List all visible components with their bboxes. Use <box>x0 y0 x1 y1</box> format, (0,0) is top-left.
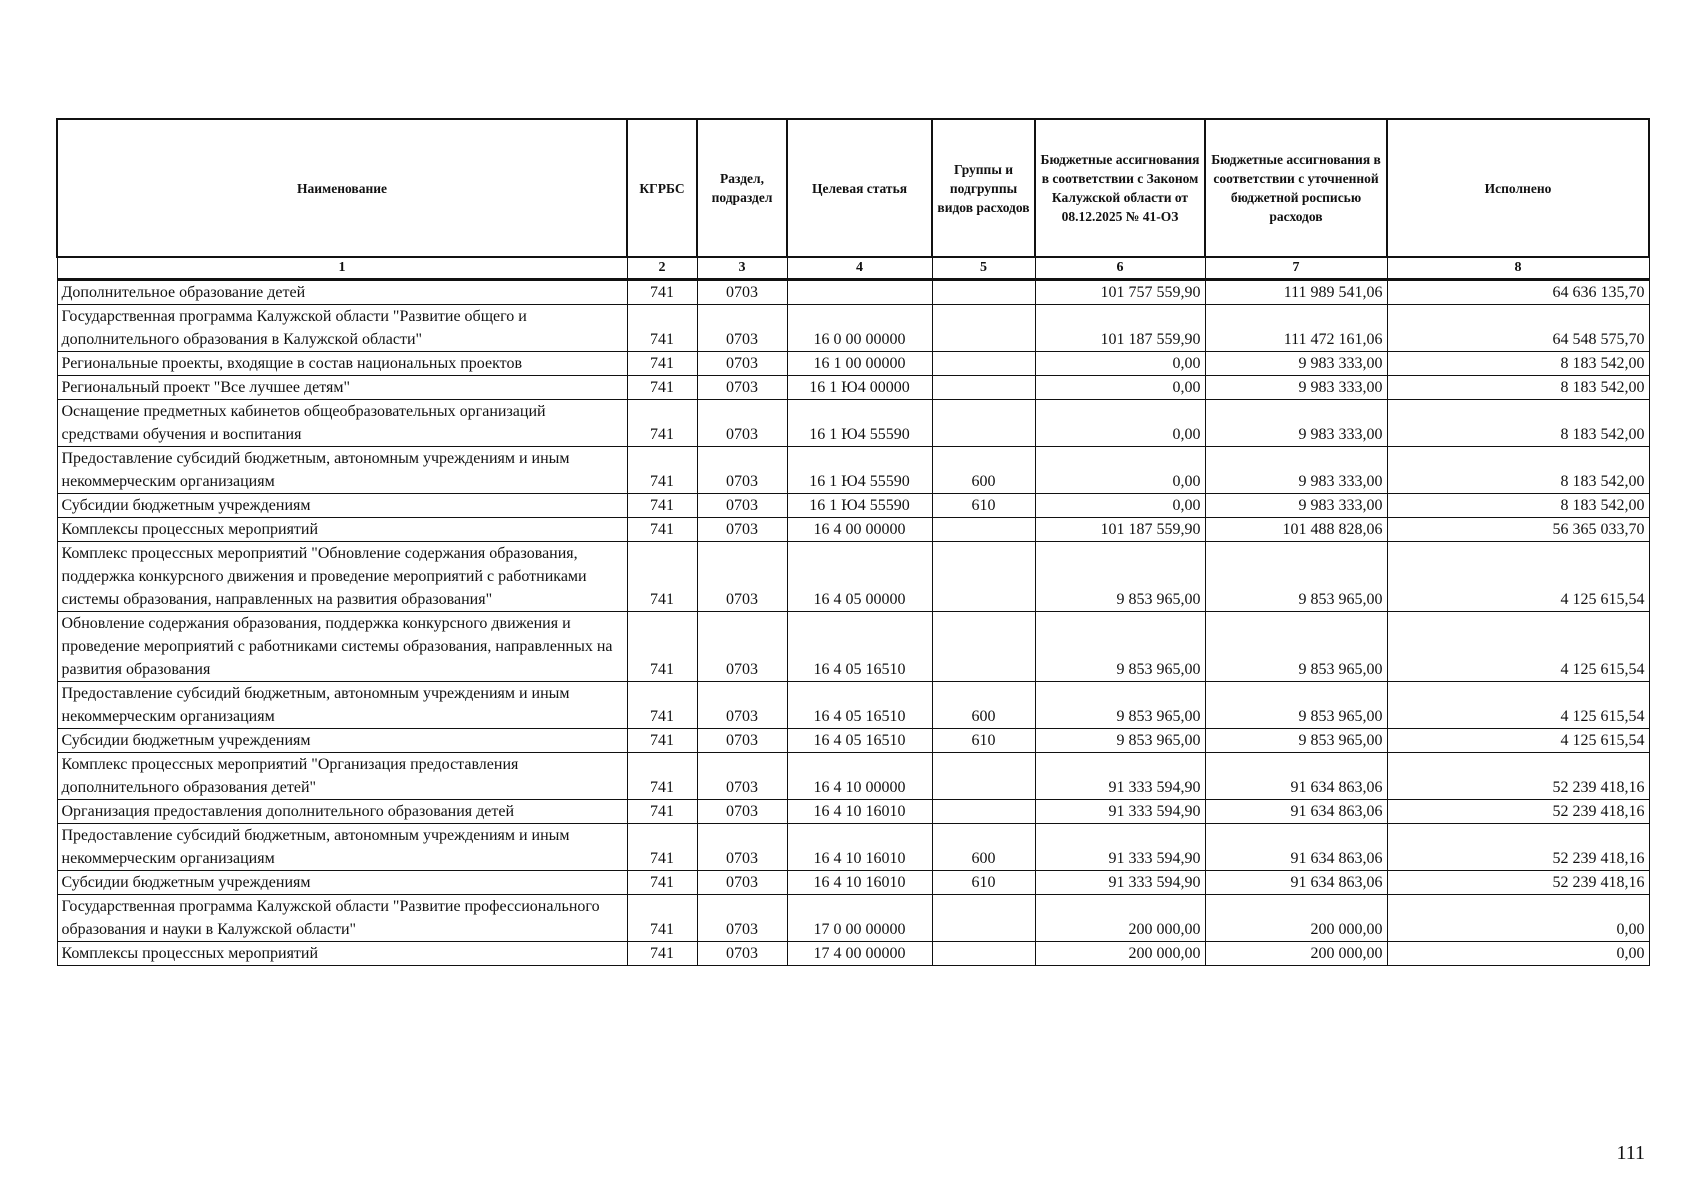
row-name: Обновление содержания образования, поддержка конкурсного движения и проведение мероприятий с работниками системы образования, направленных на развития образования <box>57 612 627 682</box>
column-number-row <box>57 257 1649 280</box>
row-article: 16 4 10 16010 <box>787 800 932 824</box>
row-section: 0703 <box>697 612 787 682</box>
row-section: 0703 <box>697 729 787 753</box>
row-law-amount: 0,00 <box>1035 447 1205 494</box>
row-done-amount: 8 183 542,00 <box>1387 494 1649 518</box>
column-number: 2 <box>627 257 697 280</box>
table-row <box>57 942 1649 966</box>
table-row <box>57 612 1649 682</box>
row-article: 16 0 00 00000 <box>787 305 932 352</box>
row-name: Региональный проект "Все лучшее детям" <box>57 376 627 400</box>
row-law-amount: 200 000,00 <box>1035 895 1205 942</box>
row-refined-amount: 111 472 161,06 <box>1205 305 1387 352</box>
row-kgrbs: 741 <box>627 447 697 494</box>
table-row <box>57 376 1649 400</box>
row-law-amount: 0,00 <box>1035 352 1205 376</box>
row-done-amount: 8 183 542,00 <box>1387 400 1649 447</box>
row-group: 600 <box>932 824 1035 871</box>
column-number: 7 <box>1205 257 1387 280</box>
row-refined-amount: 9 853 965,00 <box>1205 612 1387 682</box>
row-section: 0703 <box>697 305 787 352</box>
row-group <box>932 800 1035 824</box>
header-refined: Бюджетные ассигнования в соответствии с уточненной бюджетной росписью расходов <box>1205 119 1387 257</box>
row-article: 16 1 Ю4 55590 <box>787 494 932 518</box>
row-refined-amount: 91 634 863,06 <box>1205 824 1387 871</box>
table-row <box>57 682 1649 729</box>
row-refined-amount: 9 853 965,00 <box>1205 542 1387 612</box>
table-row <box>57 305 1649 352</box>
table-row <box>57 729 1649 753</box>
row-name: Предоставление субсидий бюджетным, автономным учреждениям и иным некоммерческим организациям <box>57 682 627 729</box>
row-law-amount: 91 333 594,90 <box>1035 753 1205 800</box>
row-group <box>932 376 1035 400</box>
row-done-amount: 4 125 615,54 <box>1387 682 1649 729</box>
row-article: 16 1 Ю4 55590 <box>787 400 932 447</box>
row-kgrbs: 741 <box>627 518 697 542</box>
row-refined-amount: 91 634 863,06 <box>1205 753 1387 800</box>
row-article: 16 1 00 00000 <box>787 352 932 376</box>
row-law-amount: 9 853 965,00 <box>1035 612 1205 682</box>
header-law: Бюджетные ассигнования в соответствии с Законом Калужской области от 08.12.2025 № 41-ОЗ <box>1035 119 1205 257</box>
row-done-amount: 0,00 <box>1387 942 1649 966</box>
table-header <box>57 119 1649 280</box>
header-done: Исполнено <box>1387 119 1649 257</box>
row-section: 0703 <box>697 280 787 305</box>
table-row <box>57 800 1649 824</box>
row-law-amount: 101 187 559,90 <box>1035 305 1205 352</box>
row-law-amount: 200 000,00 <box>1035 942 1205 966</box>
row-article: 17 4 00 00000 <box>787 942 932 966</box>
row-kgrbs: 741 <box>627 376 697 400</box>
row-group: 610 <box>932 494 1035 518</box>
row-done-amount: 52 239 418,16 <box>1387 800 1649 824</box>
row-done-amount: 0,00 <box>1387 895 1649 942</box>
row-section: 0703 <box>697 542 787 612</box>
row-kgrbs: 741 <box>627 753 697 800</box>
row-law-amount: 91 333 594,90 <box>1035 824 1205 871</box>
row-section: 0703 <box>697 352 787 376</box>
row-name: Организация предоставления дополнительного образования детей <box>57 800 627 824</box>
row-section: 0703 <box>697 494 787 518</box>
header-kgrbs: КГРБС <box>627 119 697 257</box>
page-number: 111 <box>1616 1142 1645 1164</box>
row-done-amount: 8 183 542,00 <box>1387 352 1649 376</box>
row-section: 0703 <box>697 871 787 895</box>
row-group <box>932 518 1035 542</box>
header-article: Целевая статья <box>787 119 932 257</box>
table-row <box>57 542 1649 612</box>
row-group <box>932 753 1035 800</box>
row-name: Оснащение предметных кабинетов общеобразовательных организаций средствами обучения и воспитания <box>57 400 627 447</box>
row-section: 0703 <box>697 824 787 871</box>
row-kgrbs: 741 <box>627 612 697 682</box>
row-name: Комплексы процессных мероприятий <box>57 942 627 966</box>
row-article: 16 1 Ю4 00000 <box>787 376 932 400</box>
row-group <box>932 352 1035 376</box>
row-refined-amount: 9 983 333,00 <box>1205 447 1387 494</box>
table-row <box>57 518 1649 542</box>
row-group <box>932 280 1035 305</box>
row-done-amount: 52 239 418,16 <box>1387 871 1649 895</box>
row-name: Государственная программа Калужской области "Развитие общего и дополнительного образования в Калужской области" <box>57 305 627 352</box>
row-name: Комплекс процессных мероприятий "Обновление содержания образования, поддержка конкурсного движения и проведение мероприятий с работниками системы образования, направленных на развития образования" <box>57 542 627 612</box>
row-refined-amount: 9 853 965,00 <box>1205 682 1387 729</box>
row-section: 0703 <box>697 447 787 494</box>
table-row <box>57 753 1649 800</box>
row-law-amount: 91 333 594,90 <box>1035 871 1205 895</box>
row-article: 16 4 05 16510 <box>787 682 932 729</box>
row-done-amount: 52 239 418,16 <box>1387 824 1649 871</box>
row-article: 16 1 Ю4 55590 <box>787 447 932 494</box>
row-done-amount: 8 183 542,00 <box>1387 447 1649 494</box>
row-group: 610 <box>932 871 1035 895</box>
row-section: 0703 <box>697 753 787 800</box>
header-group: Группы и подгруппы видов расходов <box>932 119 1035 257</box>
row-name: Дополнительное образование детей <box>57 280 627 305</box>
budget-table <box>56 118 1650 966</box>
row-law-amount: 91 333 594,90 <box>1035 800 1205 824</box>
row-law-amount: 0,00 <box>1035 376 1205 400</box>
row-refined-amount: 111 989 541,06 <box>1205 280 1387 305</box>
row-article: 17 0 00 00000 <box>787 895 932 942</box>
row-name: Субсидии бюджетным учреждениям <box>57 871 627 895</box>
column-number: 8 <box>1387 257 1649 280</box>
row-group <box>932 305 1035 352</box>
row-kgrbs: 741 <box>627 800 697 824</box>
row-group <box>932 895 1035 942</box>
row-refined-amount: 91 634 863,06 <box>1205 800 1387 824</box>
row-section: 0703 <box>697 682 787 729</box>
row-kgrbs: 741 <box>627 280 697 305</box>
row-law-amount: 0,00 <box>1035 400 1205 447</box>
table-row <box>57 447 1649 494</box>
table-row <box>57 871 1649 895</box>
row-group: 600 <box>932 682 1035 729</box>
row-group <box>932 612 1035 682</box>
column-number: 6 <box>1035 257 1205 280</box>
row-refined-amount: 91 634 863,06 <box>1205 871 1387 895</box>
row-refined-amount: 101 488 828,06 <box>1205 518 1387 542</box>
row-done-amount: 8 183 542,00 <box>1387 376 1649 400</box>
row-kgrbs: 741 <box>627 352 697 376</box>
column-number: 1 <box>57 257 627 280</box>
row-article: 16 4 05 00000 <box>787 542 932 612</box>
row-name: Предоставление субсидий бюджетным, автономным учреждениям и иным некоммерческим организациям <box>57 824 627 871</box>
column-number: 5 <box>932 257 1035 280</box>
table-row <box>57 400 1649 447</box>
row-law-amount: 9 853 965,00 <box>1035 682 1205 729</box>
row-section: 0703 <box>697 895 787 942</box>
row-name: Предоставление субсидий бюджетным, автономным учреждениям и иным некоммерческим организациям <box>57 447 627 494</box>
row-refined-amount: 9 983 333,00 <box>1205 494 1387 518</box>
row-article: 16 4 05 16510 <box>787 612 932 682</box>
row-kgrbs: 741 <box>627 400 697 447</box>
row-section: 0703 <box>697 942 787 966</box>
table-row <box>57 280 1649 305</box>
row-done-amount: 4 125 615,54 <box>1387 612 1649 682</box>
row-refined-amount: 9 983 333,00 <box>1205 400 1387 447</box>
row-section: 0703 <box>697 400 787 447</box>
row-section: 0703 <box>697 800 787 824</box>
row-section: 0703 <box>697 518 787 542</box>
row-article: 16 4 10 16010 <box>787 871 932 895</box>
row-kgrbs: 741 <box>627 494 697 518</box>
row-refined-amount: 9 853 965,00 <box>1205 729 1387 753</box>
row-refined-amount: 9 983 333,00 <box>1205 352 1387 376</box>
row-article: 16 4 00 00000 <box>787 518 932 542</box>
table-row <box>57 824 1649 871</box>
table-row <box>57 352 1649 376</box>
table-body <box>57 280 1649 966</box>
row-article: 16 4 10 00000 <box>787 753 932 800</box>
row-done-amount: 52 239 418,16 <box>1387 753 1649 800</box>
row-law-amount: 101 757 559,90 <box>1035 280 1205 305</box>
row-kgrbs: 741 <box>627 824 697 871</box>
row-name: Государственная программа Калужской области "Развитие профессионального образования и науки в Калужской области" <box>57 895 627 942</box>
row-kgrbs: 741 <box>627 729 697 753</box>
row-kgrbs: 741 <box>627 942 697 966</box>
row-group <box>932 942 1035 966</box>
row-done-amount: 64 636 135,70 <box>1387 280 1649 305</box>
header-name: Наименование <box>57 119 627 257</box>
row-law-amount: 9 853 965,00 <box>1035 542 1205 612</box>
row-kgrbs: 741 <box>627 682 697 729</box>
row-done-amount: 4 125 615,54 <box>1387 542 1649 612</box>
row-refined-amount: 9 983 333,00 <box>1205 376 1387 400</box>
row-refined-amount: 200 000,00 <box>1205 895 1387 942</box>
row-kgrbs: 741 <box>627 895 697 942</box>
row-article: 16 4 05 16510 <box>787 729 932 753</box>
row-name: Субсидии бюджетным учреждениям <box>57 494 627 518</box>
row-refined-amount: 200 000,00 <box>1205 942 1387 966</box>
column-number: 3 <box>697 257 787 280</box>
row-article: 16 4 10 16010 <box>787 824 932 871</box>
row-done-amount: 4 125 615,54 <box>1387 729 1649 753</box>
row-group: 600 <box>932 447 1035 494</box>
table-row <box>57 895 1649 942</box>
header-section: Раздел, подраздел <box>697 119 787 257</box>
row-name: Региональные проекты, входящие в состав национальных проектов <box>57 352 627 376</box>
table-row <box>57 494 1649 518</box>
row-kgrbs: 741 <box>627 305 697 352</box>
row-name: Комплекс процессных мероприятий "Организация предоставления дополнительного образования детей" <box>57 753 627 800</box>
row-article <box>787 280 932 305</box>
row-kgrbs: 741 <box>627 542 697 612</box>
row-group <box>932 400 1035 447</box>
row-law-amount: 0,00 <box>1035 494 1205 518</box>
row-kgrbs: 741 <box>627 871 697 895</box>
row-law-amount: 9 853 965,00 <box>1035 729 1205 753</box>
row-name: Комплексы процессных мероприятий <box>57 518 627 542</box>
row-law-amount: 101 187 559,90 <box>1035 518 1205 542</box>
row-done-amount: 64 548 575,70 <box>1387 305 1649 352</box>
column-number: 4 <box>787 257 932 280</box>
row-done-amount: 56 365 033,70 <box>1387 518 1649 542</box>
row-group: 610 <box>932 729 1035 753</box>
row-name: Субсидии бюджетным учреждениям <box>57 729 627 753</box>
row-group <box>932 542 1035 612</box>
row-section: 0703 <box>697 376 787 400</box>
